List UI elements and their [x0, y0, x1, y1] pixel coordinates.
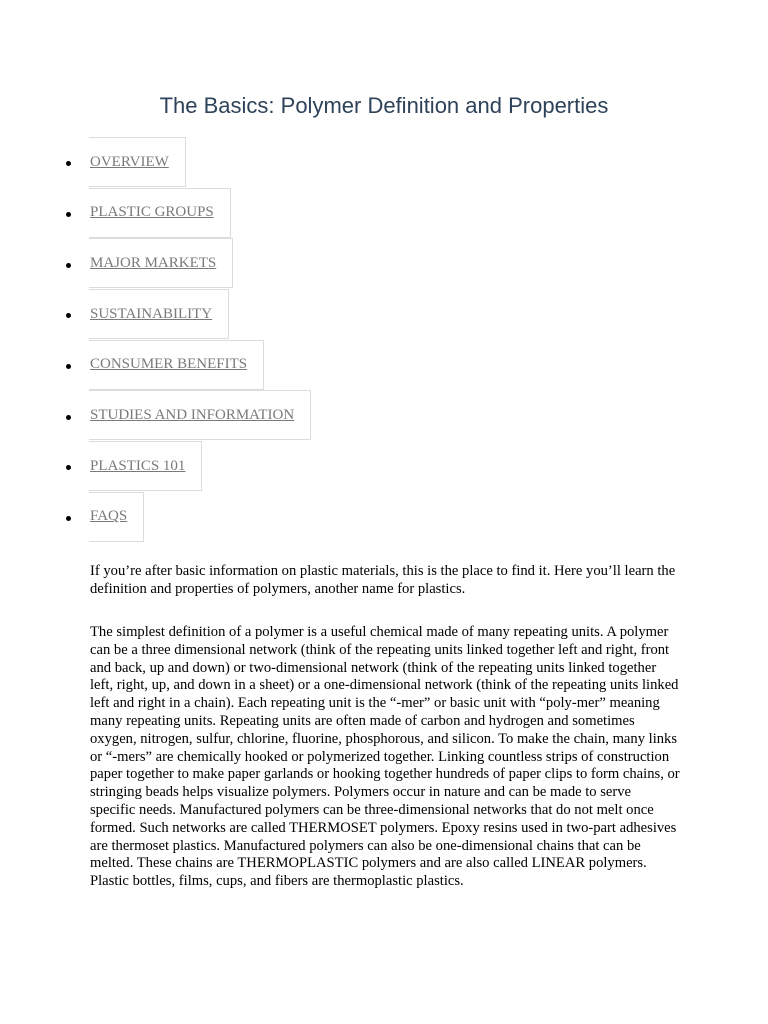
intro-paragraph: If you’re after basic information on plastic materials, this is the place to find it. Here you’ll learn the definition and properties of polymers, another name for plastics.: [90, 563, 676, 597]
nav-box: [89, 492, 144, 542]
bullet-icon: [66, 161, 71, 166]
nav-link-sustainability[interactable]: SUSTAINABILITY: [90, 305, 213, 322]
nav-box: [89, 188, 231, 238]
nav-link-consumer-benefits[interactable]: CONSUMER BENEFITS: [90, 356, 248, 373]
nav-box: [89, 340, 264, 390]
nav-link-plastic-groups[interactable]: PLASTIC GROUPS: [90, 204, 214, 221]
nav-link-studies-and-information[interactable]: STUDIES AND INFORMATION: [90, 406, 295, 423]
nav-box: [89, 441, 202, 491]
bullet-icon: [66, 313, 71, 318]
bullet-icon: [66, 415, 71, 420]
nav-box: [89, 289, 229, 339]
nav-box: [89, 238, 233, 288]
page-title: The Basics: Polymer Definition and Properties: [159, 93, 609, 118]
bullet-icon: [66, 516, 71, 521]
bullet-icon: [66, 364, 71, 369]
bullet-icon: [66, 212, 71, 217]
nav-link-plastics-101[interactable]: PLASTICS 101: [90, 457, 186, 474]
bullet-icon: [66, 263, 71, 268]
nav-link-faqs[interactable]: FAQS: [90, 508, 128, 525]
nav-link-major-markets[interactable]: MAJOR MARKETS: [90, 254, 217, 271]
nav-box: [89, 137, 186, 187]
bullet-icon: [66, 465, 71, 470]
nav-box: [89, 390, 311, 440]
definition-paragraph: The simplest definition of a polymer is a useful chemical made of many repeating units. A polymer can be a three dimensional network (think of the repeating units linked together left and right, front and back, up and down) or two-dimensional network (think of the repeating units linked together left, right, up, and down in a sheet) or a one-dimensional network (think of the repeating units linked left and right in a chain). Each repeating unit is the “-mer” or basic unit with “poly-mer” meaning many repeating units. Repeating units are often made of carbon and hydrogen and sometimes oxygen, nitrogen, sulfur, chlorine, fluorine, phosphorous, and silicon. To make the chain, many links or “-mers” are chemically hooked or polymerized together. Linking countless strips of construction paper together to make paper garlands or hooking together hundreds of paper clips to form chains, or stringing beads helps visualize polymers. Polymers occur in nature and can be made to serve specific needs. Manufactured polymers can be three-dimensional networks that do not melt once formed. Such networks are called THERMOSET polymers. Epoxy resins used in two-part adhesives are thermoset plastics. Manufactured polymers can also be one-dimensional chains that can be melted. These chains are THERMOPLASTIC polymers and are also called LINEAR polymers. Plastic bottles, films, cups, and fibers are thermoplastic plastics.: [90, 624, 680, 890]
nav-link-overview[interactable]: OVERVIEW: [90, 153, 169, 170]
